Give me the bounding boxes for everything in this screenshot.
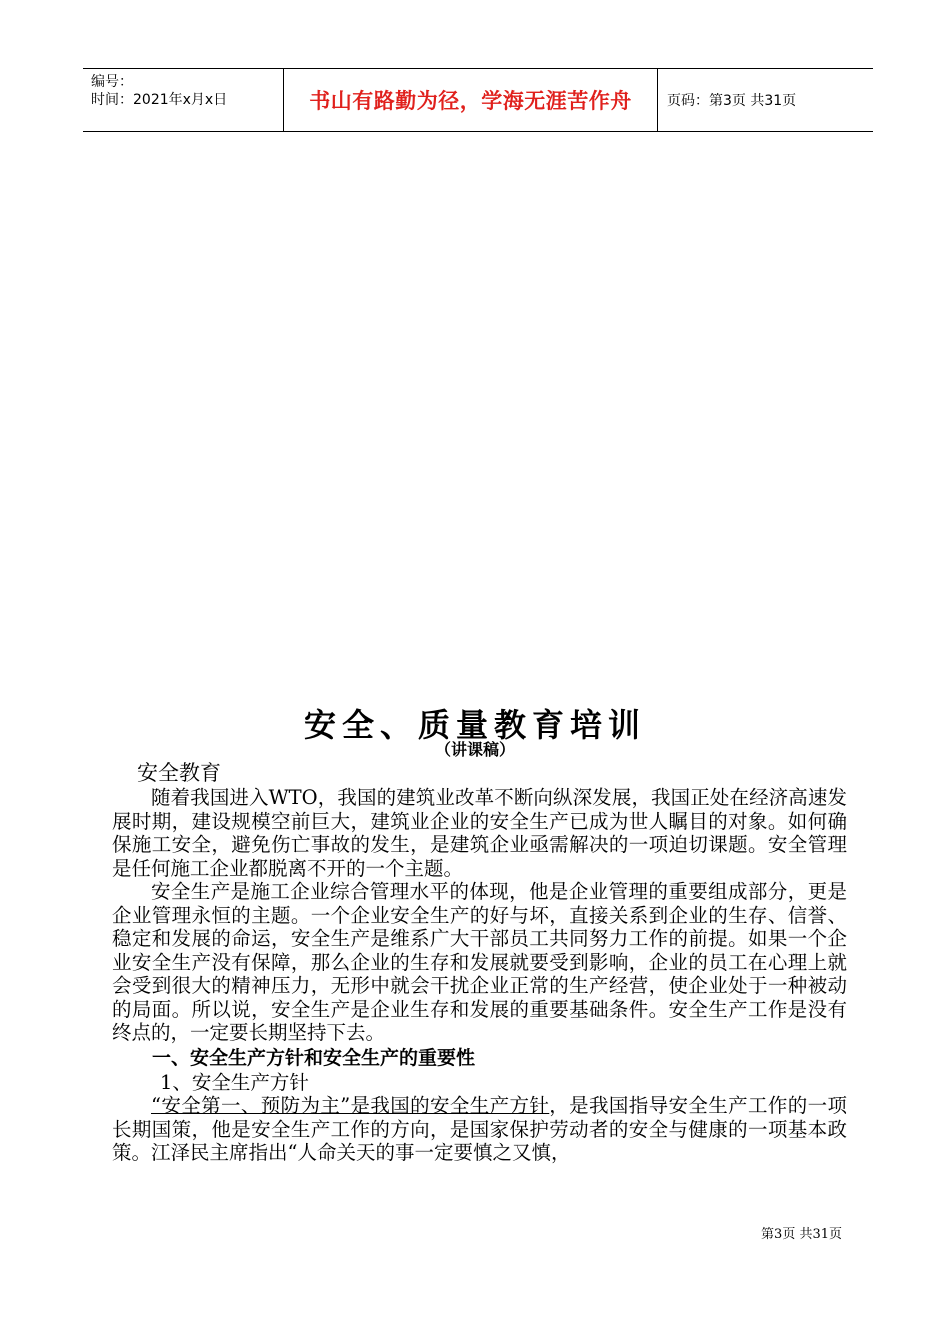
header-meta bbox=[83, 69, 284, 131]
paragraph-3 bbox=[112, 1094, 847, 1165]
header-motto: 书山有路勤为径，学海无涯苦作舟 bbox=[284, 69, 658, 131]
quote-underlined: “安全第一、预防为主”是我国的安全生产方针 bbox=[151, 1094, 550, 1117]
header-table bbox=[83, 68, 873, 132]
paragraph-1: 随着我国进入WTO，我国的建筑业改革不断向纵深发展，我国正处在经济高速发展时期，建设规模空前巨大，建筑业企业的安全生产已成为世人瞩目的对象。如何确保施工安全，避免伤亡事故的发生，是建筑企业亟需解决的一项迫切课题。安全管理是任何施工企业都脱离不开的一个主题。 bbox=[112, 786, 847, 880]
document-body bbox=[112, 760, 847, 1165]
heading-1: 一、安全生产方针和安全生产的重要性 bbox=[152, 1046, 476, 1069]
document-subtitle: （讲课稿） bbox=[434, 740, 515, 759]
number-label: 编号： bbox=[91, 74, 133, 90]
document-title: 安全、质量教育培训 bbox=[303, 706, 646, 744]
footer-page-number: 第3页 共31页 bbox=[761, 1227, 842, 1242]
paragraph-3-rest: ，是我国指导安全生产工作的一项长期国策，他是安全生产工作的方向，是国家保护劳动者的安全与健康的一项基本政策。江泽民主席指出“人命关天的事一定要慎之又慎， bbox=[112, 1094, 847, 1164]
section-title: 安全教育 bbox=[137, 761, 221, 785]
paragraph-2: 安全生产是施工企业综合管理水平的体现，他是企业管理的重要组成部分，更是企业管理永恒的主题。一个企业安全生产的好与坏，直接关系到企业的生存、信誉、稳定和发展的命运，安全生产是维系广大干部员工共同努力工作的前提。如果一个企业安全生产没有保障，那么企业的生存和发展就要受到影响，企业的员工在心理上就会受到很大的精神压力，无形中就会干扰企业正常的生产经营，使企业处于一种被动的局面。所以说，安全生产是企业生存和发展的重要基础条件。安全生产工作是没有终点的，一定要长期坚持下去。 bbox=[112, 880, 847, 1044]
heading-2: 1、安全生产方针 bbox=[160, 1070, 309, 1094]
time-label: 时间：2021年x月x日 bbox=[91, 92, 228, 108]
header-page-label: 页码：第3页 共31页 bbox=[667, 93, 797, 109]
